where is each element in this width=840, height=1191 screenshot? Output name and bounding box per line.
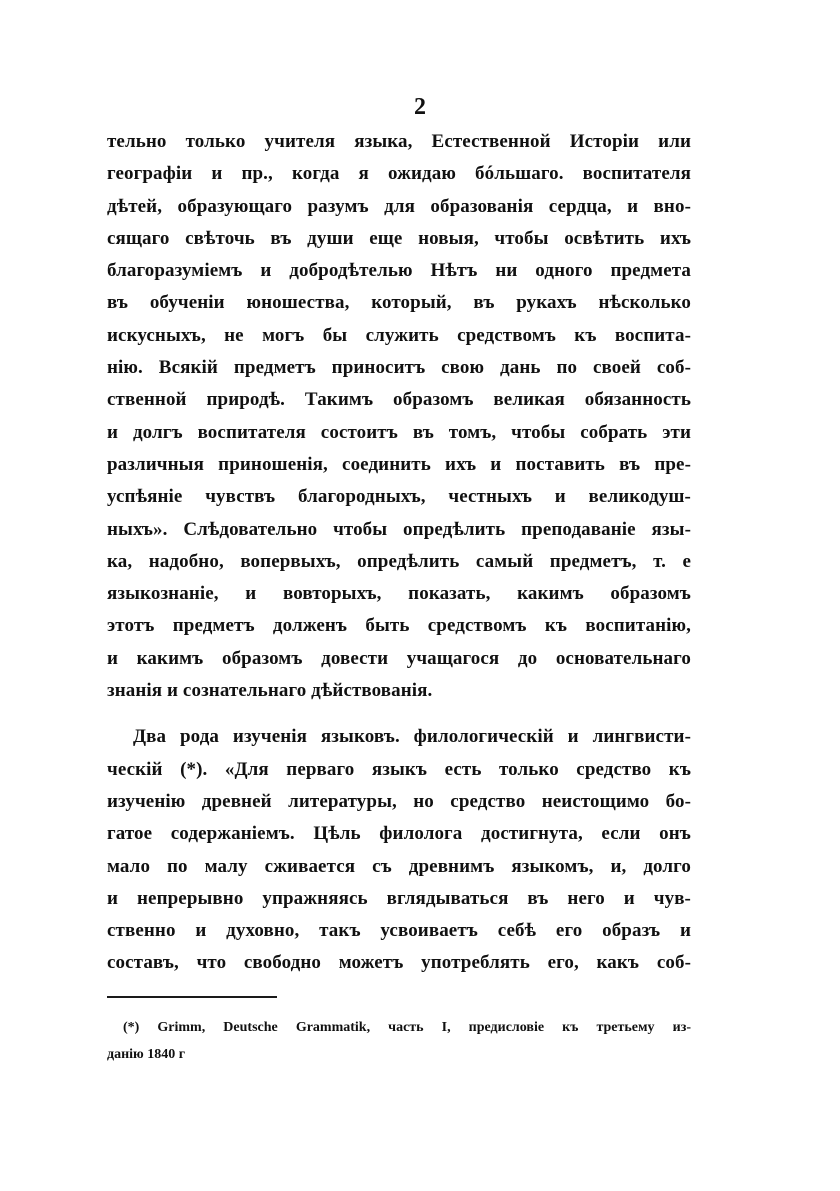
- footnote-line: данію 1840 г: [107, 1047, 186, 1062]
- text-line: мало по малу сживается съ древнимъ языкомъ, и, долго: [107, 855, 691, 877]
- page-number: 2: [414, 94, 426, 120]
- text-line: тельно только учителя языка, Естественной Исторіи или: [107, 131, 691, 152]
- text-line: гатое содержаніемъ. Цѣль филолога достигнута, если онъ: [107, 823, 691, 845]
- text-line: знанія и сознательнаго дѣйствованія.: [107, 680, 433, 702]
- footnote-line: (*) Grimm, Deutsche Grammatik, часть I, предисловіе къ третьему из-: [123, 1020, 691, 1035]
- text-line: ка, надобно, вопервыхъ, опредѣлить самый предметъ, т. е: [107, 550, 691, 572]
- text-line: искусныхъ, не могъ бы служить средствомъ къ воспита-: [107, 324, 691, 346]
- text-line: составъ, что свободно можетъ употреблять его, какъ соб-: [107, 952, 691, 974]
- text-line: успѣяніе чувствъ благородныхъ, честныхъ и великодуш-: [107, 486, 691, 508]
- text-line: дѣтей, образующаго разумъ для образованія сердца, и вно-: [107, 195, 691, 217]
- text-line: и непрерывно упражняясь вглядываться въ него и чув-: [107, 887, 691, 909]
- paragraph-2: [107, 721, 691, 979]
- paragraph-gap: [107, 707, 691, 721]
- text-line: географіи и пр., когда я ожидаю бóльшаго. воспитателя: [107, 163, 691, 185]
- text-line: языкознаніе, и вовторыхъ, показать, какимъ образомъ: [107, 583, 691, 605]
- text-line: ческій (*). «Для перваго языкъ есть только средство къ: [107, 758, 691, 780]
- text-line: ственной природѣ. Такимъ образомъ великая обязанность: [107, 389, 691, 411]
- text-line: благоразуміемъ и добродѣтелью Нѣтъ ни одного предмета: [107, 260, 691, 282]
- footnote-divider: [107, 996, 277, 998]
- text-line: изученію древней литературы, но средство неистощимо бо-: [107, 790, 691, 812]
- text-line: и долгъ воспитателя состоитъ въ томъ, чтобы собрать эти: [107, 421, 691, 443]
- text-line: различныя приношенія, соединить ихъ и поставить въ пре-: [107, 453, 691, 475]
- text-line: нію. Всякій предметъ приноситъ свою дань по своей соб-: [107, 357, 691, 379]
- footnote: [107, 1014, 691, 1068]
- text-line: сящаго свѣточь въ души еще новыя, чтобы освѣтить ихъ: [107, 227, 691, 249]
- text-line: ныхъ». Слѣдовательно чтобы опредѣлить преподаваніе язы-: [107, 518, 691, 540]
- paragraph-1: [107, 126, 691, 707]
- text-line: этотъ предметъ долженъ быть средствомъ къ воспитанію,: [107, 615, 691, 637]
- body-text: [107, 126, 691, 980]
- text-line: ственно и духовно, такъ усвоиваетъ себѣ его образъ и: [107, 920, 691, 942]
- text-line: и какимъ образомъ довести учащагося до основательнаго: [107, 647, 691, 669]
- text-line: Два рода изученія языковъ. филологическій и лингвисти-: [133, 726, 691, 748]
- text-line: въ обученіи юношества, который, въ рукахъ нѣсколько: [107, 292, 691, 314]
